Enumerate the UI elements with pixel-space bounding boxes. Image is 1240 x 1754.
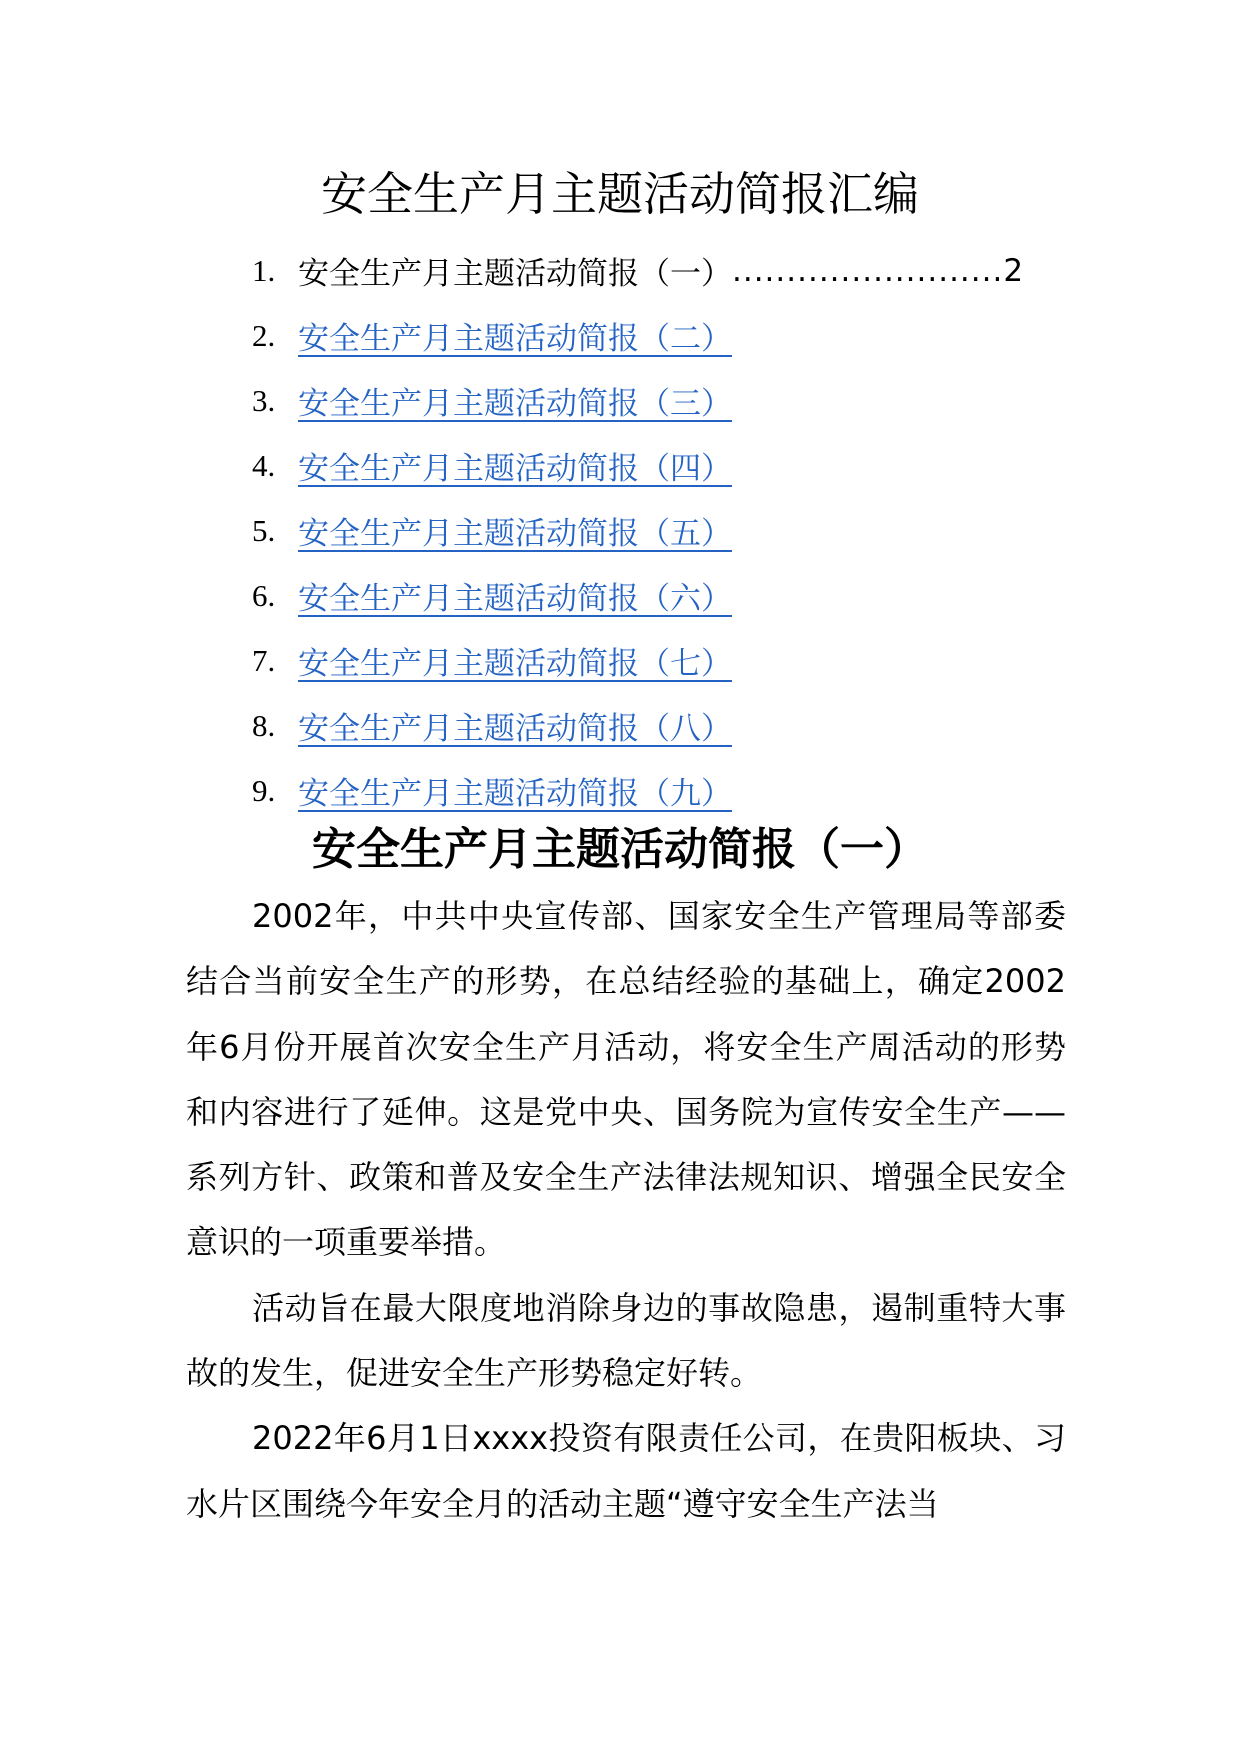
toc-entry-4	[252, 433, 1072, 498]
table-of-contents	[252, 238, 1072, 823]
body-paragraph: 活动旨在最大限度地消除身边的事故隐患，遏制重特大事故的发生，促进安全生产形势稳定好转。	[186, 1288, 1066, 1393]
toc-entry-number: 3.	[252, 382, 276, 418]
toc-entry-1[interactable]	[252, 238, 1072, 303]
toc-entry-8	[252, 693, 1072, 758]
toc-entry-number: 1.	[252, 252, 276, 288]
toc-link[interactable]: 安全生产月主题活动简报（六）	[298, 581, 732, 617]
toc-entry-number: 7.	[252, 642, 276, 678]
toc-entry-5	[252, 498, 1072, 563]
toc-entry-number: 4.	[252, 447, 276, 483]
toc-link[interactable]: 安全生产月主题活动简报（四）	[298, 451, 732, 487]
toc-entry-7	[252, 628, 1072, 693]
toc-entry-number: 6.	[252, 577, 276, 613]
toc-entry-number: 2.	[252, 317, 276, 353]
section-body	[186, 884, 1066, 1537]
toc-page-number: 2	[1003, 252, 1024, 289]
toc-entry-number: 5.	[252, 512, 276, 548]
section-heading: 安全生产月主题活动简报（一）	[312, 824, 928, 875]
toc-link[interactable]: 安全生产月主题活动简报（七）	[298, 646, 732, 682]
toc-dot-leader: .........................	[732, 252, 1004, 289]
toc-entry-number: 8.	[252, 707, 276, 743]
toc-link[interactable]: 安全生产月主题活动简报（二）	[298, 321, 732, 357]
toc-link[interactable]: 安全生产月主题活动简报（九）	[298, 776, 732, 812]
toc-entry-title[interactable]: 安全生产月主题活动简报（一）	[298, 256, 732, 292]
body-paragraph: 2002年，中共中央宣传部、国家安全生产管理局等部委结合当前安全生产的形势，在总结经验的基础上，确定2002年6月份开展首次安全生产月活动，将安全生产周活动的形势和内容进行了延伸。这是党中央、国务院为宣传安全生产——系列方针、政策和普及安全生产法律法规知识、增强全民安全意识的一项重要举措。	[186, 897, 1066, 1262]
toc-link[interactable]: 安全生产月主题活动简报（五）	[298, 516, 732, 552]
body-paragraph: 2022年6月1日xxxx投资有限责任公司，在贵阳板块、习水片区围绕今年安全月的活动主题“遵守安全生产法当	[186, 1419, 1066, 1523]
toc-entry-6	[252, 563, 1072, 628]
document-title: 安全生产月主题活动简报汇编	[321, 167, 919, 221]
toc-link[interactable]: 安全生产月主题活动简报（三）	[298, 386, 732, 422]
toc-entry-3	[252, 368, 1072, 433]
toc-entry-number: 9.	[252, 772, 276, 808]
toc-entry-9	[252, 758, 1072, 823]
toc-entry-2	[252, 303, 1072, 368]
toc-link[interactable]: 安全生产月主题活动简报（八）	[298, 711, 732, 747]
